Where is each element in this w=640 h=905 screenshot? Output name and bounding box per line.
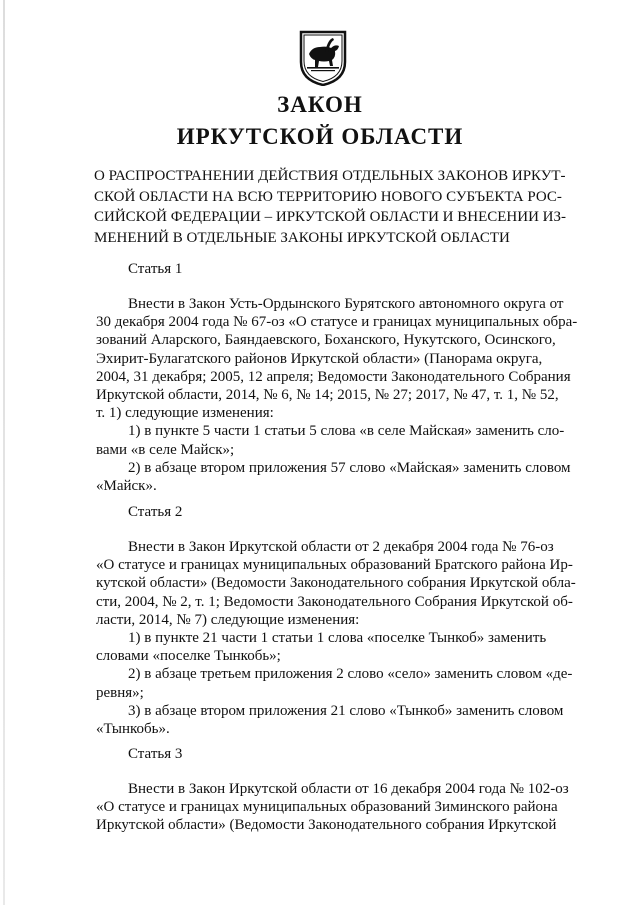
article-2-heading: Статья 2	[128, 504, 183, 520]
article-3-heading: Статья 3	[128, 746, 183, 762]
text-line: Иркутской области» (Ведомости Законодательного собрания Иркутской	[96, 817, 557, 834]
law-subject-title	[94, 166, 580, 248]
text-line: «О статусе и границах муниципальных образований Братского района Ир-	[96, 557, 573, 574]
text-line: «О статусе и границах муниципальных образований Зиминского района	[96, 799, 558, 816]
article-1-body	[96, 295, 582, 495]
text-line: 2) в абзаце втором приложения 57 слово «Майская» заменить словом	[128, 459, 571, 476]
irkutsk-coat-of-arms-icon	[297, 30, 349, 86]
text-line: Внести в Закон Усть-Ордынского Бурятского автономного округа от	[128, 296, 564, 312]
text-line: ласти, 2014, № 7) следующие изменения:	[96, 611, 360, 628]
text-line: 1) в пункте 5 части 1 статьи 5 слова «в селе Майская» заменить сло-	[128, 423, 565, 440]
text-line: зований Аларского, Баяндаевского, Боханского, Нукутского, Осинского,	[96, 332, 556, 349]
text-line: Внести в Закон Иркутской области от 16 декабря 2004 года № 102-оз	[128, 781, 569, 797]
subject-line: МЕНЕНИЙ В ОТДЕЛЬНЫЕ ЗАКОНЫ ИРКУТСКОЙ ОБЛАСТИ	[94, 229, 510, 246]
text-line: Эхирит-Булагатского районов Иркутской области» (Панорама округа,	[96, 350, 543, 367]
text-line: словами «поселке Тынкобь»;	[96, 648, 281, 665]
text-line: вами «в селе Майск»;	[96, 441, 235, 458]
article-2-body	[96, 538, 582, 738]
text-line: сти, 2004, № 2, т. 1; Ведомости Законодательного Собрания Иркутской об-	[96, 593, 573, 610]
subject-line: О РАСПРОСТРАНЕНИИ ДЕЙСТВИЯ ОТДЕЛЬНЫХ ЗАКОНОВ ИРКУТ-	[94, 168, 566, 184]
text-line: «Тынкобь».	[96, 721, 170, 738]
subject-line: СИЙСКОЙ ФЕДЕРАЦИИ – ИРКУТСКОЙ ОБЛАСТИ И ВНЕСЕНИИ ИЗ-	[94, 209, 567, 225]
text-line: «Майск».	[96, 478, 157, 495]
text-line: 2) в абзаце третьем приложения 2 слово «село» заменить словом «де-	[128, 666, 573, 683]
subject-line: СКОЙ ОБЛАСТИ НА ВСЮ ТЕРРИТОРИЮ НОВОГО СУБЪЕКТА РОС-	[94, 188, 562, 205]
text-line: ревня»;	[96, 684, 144, 701]
article-1-heading: Статья 1	[128, 261, 183, 277]
text-line: Иркутской области, 2014, № 6, № 14; 2015, № 27; 2017, № 47, т. 1, № 52,	[96, 387, 559, 404]
text-line: Внести в Закон Иркутской области от 2 декабря 2004 года № 76-оз	[128, 539, 554, 555]
document-type-heading: ЗАКОН	[277, 92, 363, 117]
text-line: 2004, 31 декабря; 2005, 12 апреля; Ведомости Законодательного Собрания	[96, 368, 571, 385]
text-line: 3) в абзаце втором приложения 21 слово «Тынкоб» заменить словом	[128, 702, 564, 719]
article-3-body	[96, 780, 582, 835]
text-line: 1) в пункте 21 части 1 статьи 1 слова «поселке Тынкоб» заменить	[128, 630, 547, 647]
region-heading: ИРКУТСКОЙ ОБЛАСТИ	[176, 124, 464, 149]
text-line: т. 1) следующие изменения:	[96, 405, 274, 422]
text-line: кутской области» (Ведомости Законодательного собрания Иркутской обла-	[96, 575, 576, 592]
text-line: 30 декабря 2004 года № 67-оз «О статусе и границах муниципальных обра-	[96, 314, 578, 331]
